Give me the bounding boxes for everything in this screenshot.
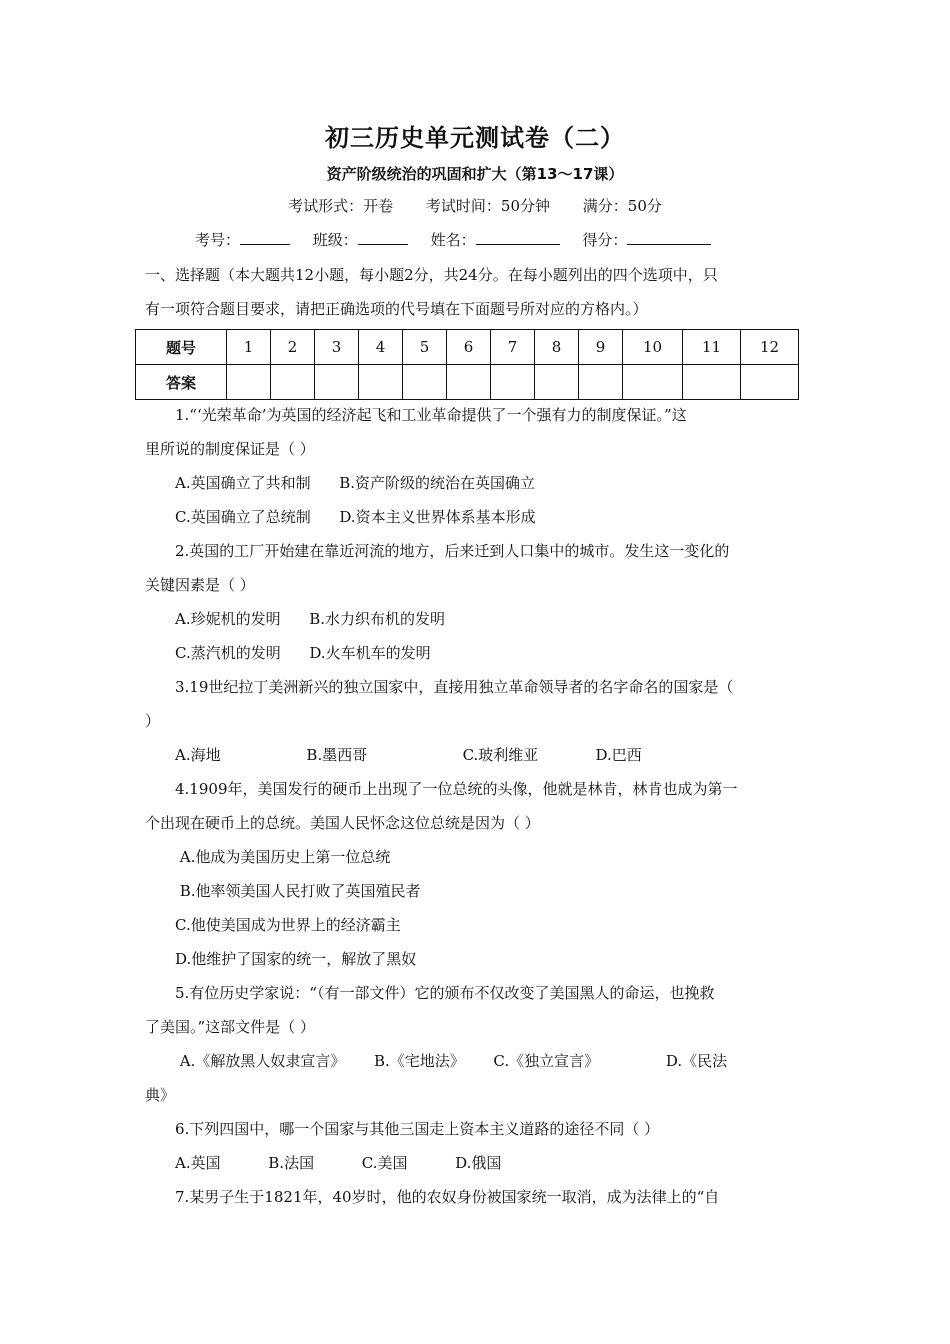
q6-line-1: 6.下列四国中，哪一个国家与其他三国走上资本主义道路的途径不同（ ） xyxy=(175,1120,660,1138)
question-number-cell: 12 xyxy=(741,330,799,365)
q5-line-2: 了美国。”这部文件是（ ） xyxy=(145,1018,315,1036)
answer-table-number-row xyxy=(136,330,799,365)
q7-line-1: 7.某男子生于1821年，40岁时，他的农奴身份被国家统一取消，成为法律上的“自 xyxy=(175,1188,720,1206)
score-field xyxy=(582,231,711,249)
score-blank[interactable] xyxy=(627,230,711,245)
q2-options-1: A.珍妮机的发明 B.水力织布机的发明 xyxy=(175,610,446,628)
name-blank[interactable] xyxy=(476,230,560,245)
q4-option-b: B.他率领美国人民打败了英国殖民者 xyxy=(175,882,421,900)
q3-line-2: ） xyxy=(145,712,161,730)
q4-option-c: C.他使美国成为世界上的经济霸主 xyxy=(175,916,401,934)
name-field xyxy=(431,231,560,249)
q4-option-d: D.他维护了国家的统一，解放了黑奴 xyxy=(175,950,417,968)
q3-options: A.海地 B.墨西哥 C.玻利维亚 D.巴西 xyxy=(175,746,642,764)
class-field xyxy=(313,231,408,249)
answer-cell[interactable] xyxy=(491,365,535,400)
section-1-line-2: 有一项符合题目要求，请把正确选项的代号填在下面题号所对应的方格内。） xyxy=(145,300,648,318)
q1-options-2: C.英国确立了总统制 D.资本主义世界体系基本形成 xyxy=(175,508,536,526)
exam-time: 考试时间：50分钟 xyxy=(425,197,550,215)
question-number-cell: 5 xyxy=(403,330,447,365)
score-label: 得分： xyxy=(582,231,628,249)
q2-line-2: 关键因素是（ ） xyxy=(145,576,255,594)
answer-table xyxy=(135,329,799,400)
q5-options: A.《解放黑人奴隶宣言》 B.《宅地法》 C.《独立宣言》 D.《民法 xyxy=(175,1052,728,1070)
q4-line-2: 个出现在硬币上的总统。美国人民怀念这位总统是因为（ ） xyxy=(145,814,540,832)
section-1-instructions xyxy=(145,258,807,326)
question-number-cell: 1 xyxy=(227,330,271,365)
question-number-cell: 11 xyxy=(683,330,741,365)
question-number-cell: 8 xyxy=(535,330,579,365)
exam-info-line xyxy=(0,195,950,216)
q4-line-1: 4.1909年，美国发行的硬币上出现了一位总统的头像，他就是林肯，林肯也成为第一 xyxy=(175,780,738,798)
q5-line-1: 5.有位历史学家说：“（有一部文件）它的颁布不仅改变了美国黑人的命运，也挽救 xyxy=(175,984,715,1002)
answer-cell[interactable] xyxy=(227,365,271,400)
answer-cell[interactable] xyxy=(741,365,799,400)
q1-line-1: 1.“‘光荣革命’为英国的经济起飞和工业革命提供了一个强有力的制度保证。”这 xyxy=(175,406,687,424)
answer-cell[interactable] xyxy=(579,365,623,400)
exam-no-label: 考号： xyxy=(195,231,241,249)
q4-option-a: A.他成为美国历史上第一位总统 xyxy=(175,848,391,866)
q1-options-1: A.英国确立了共和制 B.资产阶级的统治在英国确立 xyxy=(175,474,536,492)
row-label-number: 题号 xyxy=(136,330,227,365)
question-number-cell: 3 xyxy=(315,330,359,365)
q6-options: A.英国 B.法国 C.美国 D.俄国 xyxy=(175,1154,502,1172)
exam-full-score: 满分：50分 xyxy=(582,197,662,215)
question-number-cell: 10 xyxy=(623,330,683,365)
question-number-cell: 2 xyxy=(271,330,315,365)
answer-cell[interactable] xyxy=(447,365,491,400)
q3-line-1: 3.19世纪拉丁美洲新兴的独立国家中，直接用独立革命领导者的名字命名的国家是（ xyxy=(175,678,734,696)
q2-options-2: C.蒸汽机的发明 D.火车机车的发明 xyxy=(175,644,431,662)
question-number-cell: 6 xyxy=(447,330,491,365)
answer-table-answer-row xyxy=(136,365,799,400)
answer-cell[interactable] xyxy=(535,365,579,400)
section-1-line-1: 一、选择题（本大题共12小题，每小题2分，共24分。在每小题列出的四个选项中，只 xyxy=(145,266,718,284)
class-label: 班级： xyxy=(312,231,358,249)
class-blank[interactable] xyxy=(358,230,408,245)
q5-line-3: 典》 xyxy=(145,1086,176,1104)
page-title: 初三历史单元测试卷（二） xyxy=(325,124,625,152)
q2-line-1: 2.英国的工厂开始建在靠近河流的地方，后来迁到人口集中的城市。发生这一变化的 xyxy=(175,542,730,560)
answer-cell[interactable] xyxy=(359,365,403,400)
answer-cell[interactable] xyxy=(315,365,359,400)
student-info-line xyxy=(195,229,729,250)
q1-line-2: 里所说的制度保证是（ ） xyxy=(145,440,315,458)
questions-body xyxy=(145,398,807,1214)
answer-cell[interactable] xyxy=(623,365,683,400)
answer-cell[interactable] xyxy=(683,365,741,400)
answer-cell[interactable] xyxy=(271,365,315,400)
question-number-cell: 4 xyxy=(359,330,403,365)
name-label: 姓名： xyxy=(430,231,476,249)
exam-no-field xyxy=(195,231,290,249)
question-number-cell: 7 xyxy=(491,330,535,365)
answer-cell[interactable] xyxy=(403,365,447,400)
question-number-cell: 9 xyxy=(579,330,623,365)
page-subtitle: 资产阶级统治的巩固和扩大（第13～17课） xyxy=(326,165,624,183)
exam-form: 考试形式：开卷 xyxy=(288,197,394,215)
exam-no-blank[interactable] xyxy=(240,230,290,245)
row-label-answer: 答案 xyxy=(136,365,227,400)
